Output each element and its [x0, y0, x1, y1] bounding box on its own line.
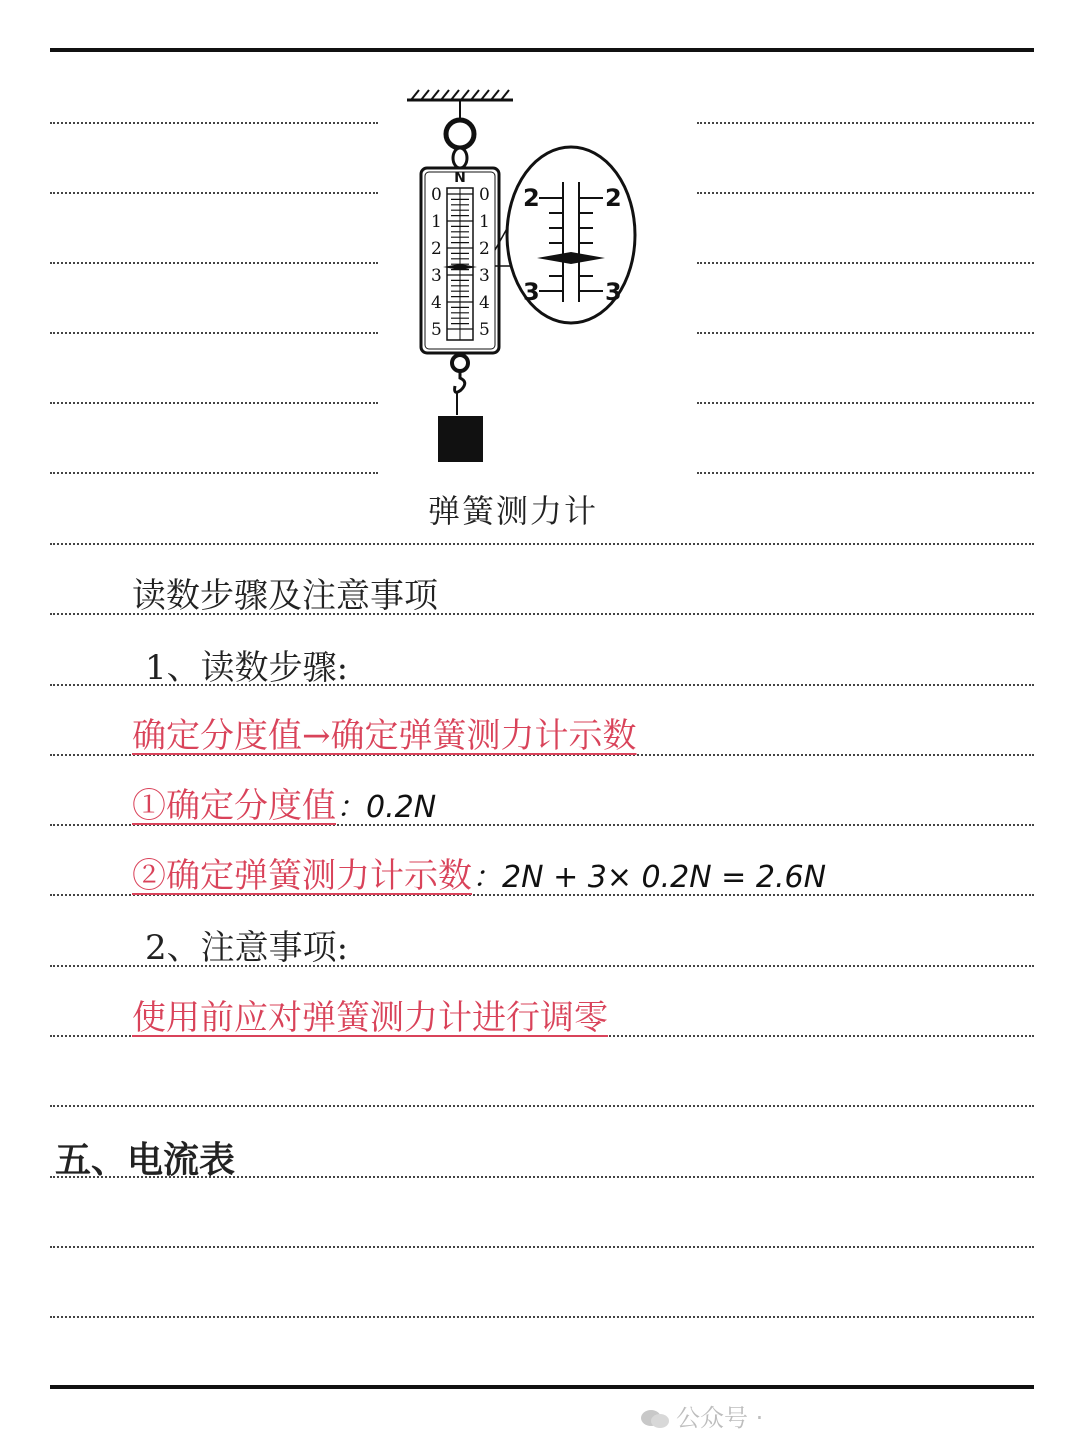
- zoom-label: 2: [605, 184, 622, 212]
- spring-scale-figure: [395, 80, 685, 535]
- item2-label: ②确定弹簧测力计示数: [132, 856, 472, 896]
- next-section-title: 五、电流表: [55, 1139, 236, 1181]
- scale-label: 5: [431, 320, 442, 340]
- top-rule: [50, 48, 1034, 52]
- dotted-line: [50, 262, 378, 264]
- step1-rule: 确定分度值→确定弹簧测力计示数: [132, 716, 637, 756]
- dotted-line: [697, 402, 1034, 404]
- dotted-line: [50, 472, 378, 474]
- dotted-line: [50, 543, 1034, 545]
- dotted-line: [50, 1316, 1034, 1318]
- step1-item1: [132, 778, 436, 827]
- watermark: [640, 1398, 763, 1433]
- step2-note: 使用前应对弹簧测力计进行调零: [132, 998, 608, 1038]
- scale-label: 3: [479, 266, 490, 286]
- weight-block: [438, 416, 483, 462]
- zoom-label: 2: [523, 184, 540, 212]
- bottom-rule: [50, 1385, 1034, 1389]
- section-title: 读数步骤及注意事项: [132, 576, 438, 616]
- dotted-line: [50, 402, 378, 404]
- scale-label: 1: [479, 212, 490, 232]
- dotted-line: [50, 332, 378, 334]
- dotted-line: [50, 192, 378, 194]
- zoom-label: 3: [605, 278, 622, 306]
- scale-label: 5: [479, 320, 490, 340]
- dotted-line: [697, 262, 1034, 264]
- dotted-line: [50, 1246, 1034, 1248]
- unit-label: N: [454, 170, 466, 186]
- dotted-line: [697, 122, 1034, 124]
- step1-heading: 1、读数步骤:: [145, 648, 349, 688]
- scale-label: 3: [431, 266, 442, 286]
- wechat-icon: [640, 1408, 670, 1430]
- item2-value: ：2N + 3× 0.2N = 2.6N: [472, 860, 827, 895]
- item1-label: ①确定分度值: [132, 786, 336, 826]
- item1-value: ：0.2N: [336, 790, 437, 825]
- step1-item2: [132, 848, 826, 897]
- scale-label: 0: [431, 185, 442, 205]
- dotted-line: [50, 1105, 1034, 1107]
- scale-label: 0: [479, 185, 490, 205]
- figure-caption: 弹簧测力计: [428, 492, 599, 530]
- step2-heading: 2、注意事项:: [145, 928, 349, 968]
- dotted-line: [697, 472, 1034, 474]
- zoom-label: 3: [523, 278, 540, 306]
- scale-label: 2: [431, 239, 442, 259]
- scale-label: 4: [479, 293, 490, 313]
- dotted-line: [697, 332, 1034, 334]
- watermark-text: 公众号 ·: [676, 1404, 764, 1432]
- scale-label: 4: [431, 293, 442, 313]
- scale-label: 2: [479, 239, 490, 259]
- dotted-line: [50, 122, 378, 124]
- dotted-line: [697, 192, 1034, 194]
- scale-label: 1: [431, 212, 442, 232]
